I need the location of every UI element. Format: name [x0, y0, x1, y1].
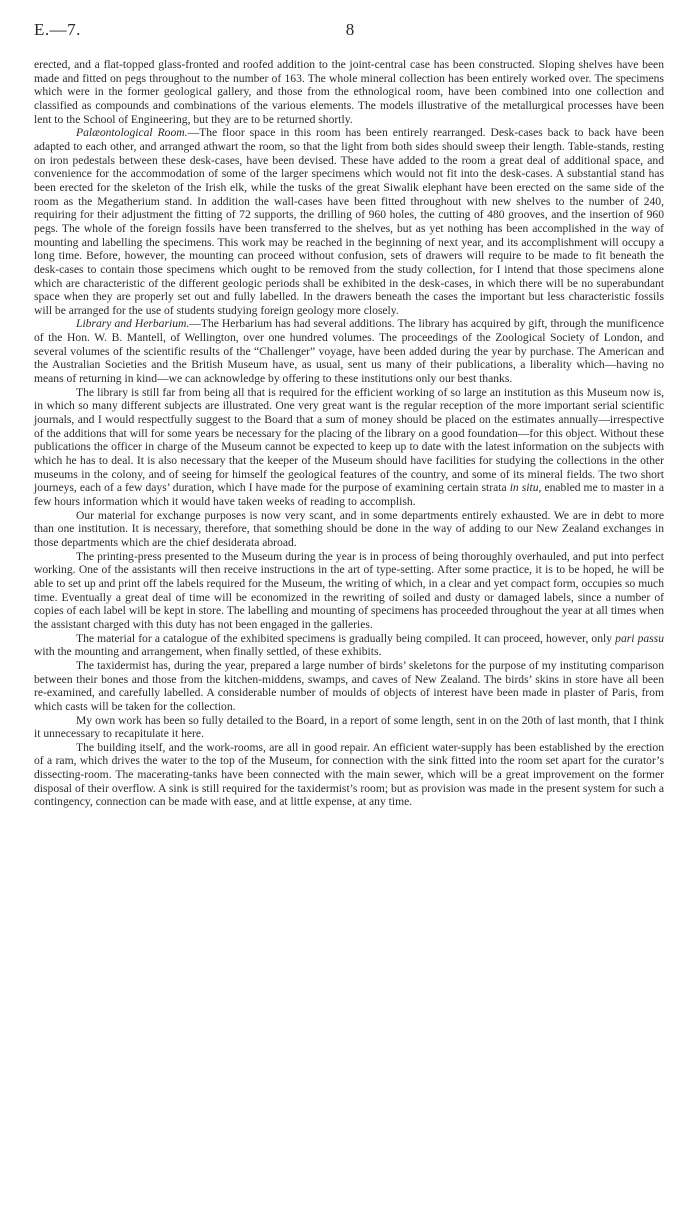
paragraph-text: The library is still far from being all that is required for the efficient working of so large an institution as this Museum now is, in which so many different subjects are illustrated. One very great want is the regular reception of the more important serial scientific journals, and I would respectfully suggest to the Board that a sum of money should be placed on the estimates annually—irrespective of the additions that will for some years be necessary for the placing of the library on a good foundation—for this object. Without these publications the officer in charge of the Museum cannot be expected to keep up to date with the latest information on the subjects with which he has to deal. It is also necessary that the keeper of the Museum should have facilities for studying the collections in the other museums in the colony, and of seeing for himself the geological features of the country, and some of its mineral fields. The two short journeys, each of a few days’ duration, which I have made for the purpose of examining certain strata [34, 385, 664, 495]
paragraph-text-after: with the mounting and arrangement, when finally settled, of these exhibits. [34, 645, 382, 659]
paragraph-text-after: , enabled me to master in a few hours information which it would have taken weeks of reading to accomplish. [34, 481, 664, 508]
paragraph-text: Our material for exchange purposes is now very scant, and in some departments entirely exhausted. We are in debt to more than one institution. It is necessary, therefore, that something should be done in the way of adding to our New Zealand exchanges in those departments which are the chief desiderata abroad. [34, 508, 664, 549]
paragraph-palaeontological-room [34, 126, 664, 317]
paragraph-library-needs [34, 386, 664, 509]
paragraph-building [34, 741, 664, 809]
paragraph-text: My own work has been so fully detailed to the Board, in a report of some length, sent in on the 20th of last month, that I think it unnecessary to recapitulate it here. [34, 713, 664, 741]
body-text [34, 58, 664, 809]
paragraph-1 [34, 58, 664, 126]
section-heading: Palæontological Room. [76, 126, 188, 140]
paragraph-own-work [34, 714, 664, 741]
document-reference: E.—7. [34, 20, 81, 39]
paragraph-text: —The Herbarium has had several additions. The library has acquired by gift, through the munificence of the Hon. W. B. Mantell, of Wellington, over one hundred volumes. The proceedings of the Zoological Society of London, and several volumes of the scientific results of the “Challenger” voyage, have been added during the year by purchase. The American and the Australian Societies and the British Museum have, as usual, sent us many of their publications, a liberality which—having no means of returning in kind—we can acknowledge by offering to these institutions only our best thanks. [34, 317, 665, 386]
paragraph-taxidermist [34, 659, 664, 714]
page-header [34, 20, 666, 46]
paragraph-text: erected, and a flat-topped glass-fronted and roofed addition to the joint-central case has been constructed. Sloping shelves have been made and fitted on pegs throughout to the number of 163. The whole mineral collection has been entirely worked over. The specimens which were in the former geological gallery, and those from the ethnological room, have been combined into one collection and classified as compounds and combinations of the various elements. The models illustrative of the metallurgical processes have been lent to the School of Engineering, but they are to be returned shortly. [34, 58, 664, 126]
section-heading: Library and Herbarium. [76, 317, 190, 331]
page-number: 8 [345, 20, 355, 39]
paragraph-catalogue [34, 632, 664, 659]
paragraph-text: The taxidermist has, during the year, prepared a large number of birds’ skeletons for the purpose of my instituting comparison between their bones and those from the kitchen-middens, swamps, and caves of New Zealand. The birds’ skins in store have all been re-examined, and carefully labelled. A considerable number of moulds of objects of interest have been made in plaster of Paris, from which casts will be taken for the collection. [34, 658, 664, 713]
paragraph-exchange-material [34, 509, 664, 550]
paragraph-text: The building itself, and the work-rooms, are all in good repair. An efficient water-supply has been established by the erection of a ram, which drives the water to the top of the Museum, for connection with the sink fitted into the room set apart for the curator’s dissecting-room. The macerating-tanks have been connected with the main sewer, which will be a great improvement on the former disposal of their overflow. A sink is still required for the taxidermist’s room; but as provision was made in the present system for such a contingency, connection can be made with ease, and at little expense, at any time. [34, 740, 664, 809]
italic-phrase: pari passu [615, 631, 664, 645]
italic-phrase: in situ [509, 481, 539, 495]
paragraph-text: The printing-press presented to the Museum during the year is in process of being thoroughly overhauled, and put into perfect working. One of the assistants will then receive instructions in the art of type-setting. After some practice, it is to be hoped, he will be able to set up and print off the labels required for the Museum, the writing of which, in a clear and yet compact form, occupies so much time. Eventually a great deal of time will be economized in the rewriting of soiled and dusty or damaged labels, since a number of copies of each label will be kept in store. The labelling and mounting of specimens has proceeded throughout the year at all times when the assistant charged with this duty has not been engaged in the galleries. [34, 549, 664, 631]
paragraph-library-herbarium [34, 317, 664, 385]
paragraph-text: —The floor space in this room has been entirely rearranged. Desk-cases back to back have been adapted to each other, and arranged athwart the room, so that the light from both sides should sweep their length. Table-stands, resting on iron pedestals between these desk-cases, have been devised. These have added to the room a great deal of additional space, and convenience for the accommodation of some of the larger specimens which would not fit into the desk-cases. A substantial stand has been erected for the skeleton of the Irish elk, while the tusks of the great Siwalik elephant have been erected on the same side of the room as the Megatherium stand. In addition the wall-cases have been fitted throughout with new shelves to the number of 240, requiring for their adjustment the fitting of 72 supports, the drilling of 960 holes, the cutting of 480 grooves, and the insertion of 960 pegs. The whole of the foreign fossils have been transferred to the shelves, but as yet nothing has been accomplished in the way of mounting and labelling the specimens. This work may be reached in the beginning of next year, and its accomplishment will occupy a long time. Before, however, the mounting can proceed without confusion, sets of drawers will require to be made to fit beneath the desk-cases to contain those specimens which ought to be removed from the study collection, for I intend that those specimens alone which are characteristic of the different geologic periods shall be exhibited in the desk-cases, in which there will be no superabundant space when they are properly set out and fully labelled. In the drawers beneath the cases the important but less characteristic fossils will be arranged for the use of students studying foreign geology more closely. [34, 126, 664, 317]
paragraph-printing-press [34, 550, 664, 632]
paragraph-text: The material for a catalogue of the exhibited specimens is gradually being compiled. It can proceed, however, only [76, 631, 616, 645]
